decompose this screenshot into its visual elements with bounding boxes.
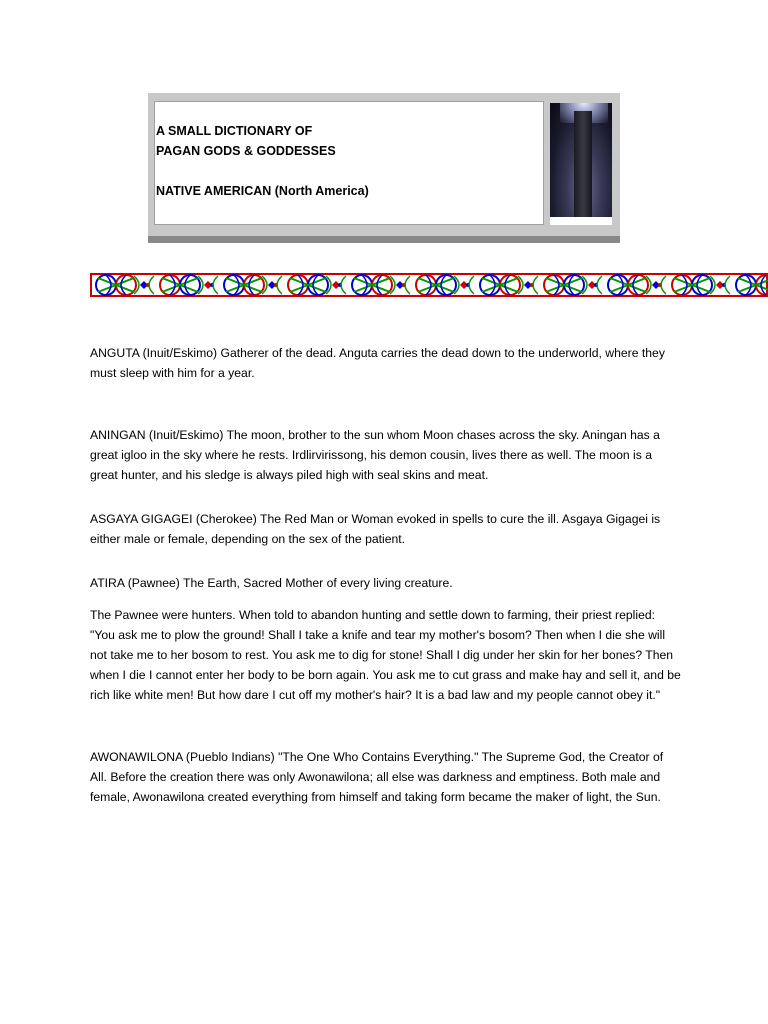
- knot-cross: [674, 278, 710, 292]
- image-bottom-strip: [550, 217, 612, 225]
- celtic-knot-border: [90, 270, 768, 300]
- dictionary-content: [90, 343, 682, 807]
- header-title-line2: PAGAN GODS & GODDESSES: [156, 144, 336, 158]
- entry-awonawilona: AWONAWILONA (Pueblo Indians) "The One Who Contains Everything." The Supreme God, the Creator of All. Before the creation there was only Awonawilona; all else was darkness and emptiness. Both male and female, Awonawilona created everything from himself and taking form became the maker of light, the Sun.: [90, 750, 664, 804]
- entry-aningan: ANINGAN (Inuit/Eskimo) The moon, brother to the sun whom Moon chases across the sky. Aningan has a great igloo in the sky where he rests. Irdlirvirissong, his demon cousin, lives there as well. The moon is a great hunter, and his sledge is always piled high with seal skins and meat.: [90, 428, 660, 482]
- tower-image: [550, 103, 612, 217]
- knot-cross: [354, 278, 390, 292]
- knot-cross: [482, 278, 518, 292]
- header-title-panel: [154, 101, 544, 225]
- knot-cross: [546, 278, 582, 292]
- knot-cross: [738, 278, 768, 292]
- header-title-line1: A SMALL DICTIONARY OF: [156, 124, 313, 138]
- tower-shape: [574, 111, 592, 217]
- knot-cross: [98, 278, 134, 292]
- header-box: [148, 93, 620, 243]
- entry-atira: ATIRA (Pawnee) The Earth, Sacred Mother of every living creature.: [90, 576, 453, 590]
- entry-asgaya-gigagei: ASGAYA GIGAGEI (Cherokee) The Red Man or Woman evoked in spells to cure the ill. Asgaya Gigagei is either male or female, depending on the sex of the patient.: [90, 512, 661, 546]
- knot-cross: [226, 278, 262, 292]
- knot-cross: [418, 278, 454, 292]
- header-subtitle: NATIVE AMERICAN (North America): [156, 184, 369, 198]
- celtic-knot-border-svg: [90, 270, 768, 300]
- entry-anguta: ANGUTA (Inuit/Eskimo) Gatherer of the dead. Anguta carries the dead down to the underworld, where they must sleep with him for a year.: [90, 346, 665, 380]
- knot-cross: [162, 278, 198, 292]
- knot-cross: [290, 278, 326, 292]
- knot-cross: [610, 278, 646, 292]
- entry-atira-quote: The Pawnee were hunters. When told to abandon hunting and settle down to farming, their priest replied: "You ask me to plow the ground! Shall I take a knife and tear my mother's bosom? Then when I die she will not take me to her bosom to rest. You ask me to dig for stone! Shall I dig under her skin for her bones? Then when I die I cannot enter her body to be born again. You ask me to cut grass and make hay and sell it, and be rich like white men! But how dare I cut off my mother's hair? It is a bad law and my people cannot obey it.": [90, 608, 681, 702]
